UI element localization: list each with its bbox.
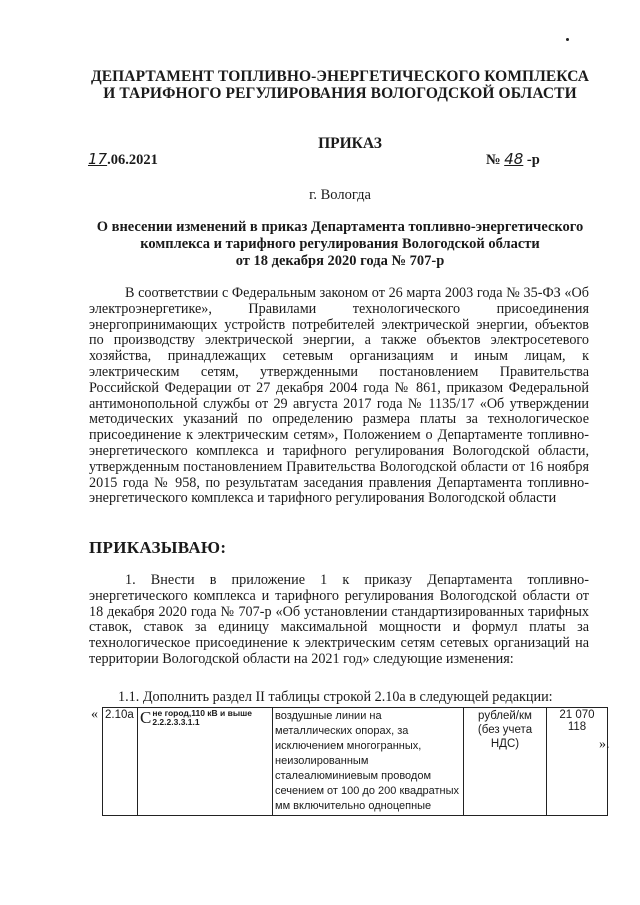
preamble-paragraph: В соответствии с Федеральным законом от 26 марта 2003 года № 35-ФЗ «Об электроэнергетике», Правилами технологического присоединения энергопринимающих устройств потребителей электрической энергии, объектов по производству электрической энергии, а также объектов электросетевого хозяйства, принадлежащих сетевым организациям и иным лицам, к электрическим сетям, утвержденными постановлением Правительства Российской Федерации от 27 декабря 2004 года № 861, приказом Федеральной антимонопольной службы от 29 августа 2017 года № 1135/17 «Об утверждении методических указаний по определению размера платы за технологическое присоединение к электрическим сетям», Положением о Департаменте топливно-энергетического комплекса и тарифного регулирования Вологодской области, утвержденным постановлением Правительства Вологодской области от 16 ноября 2015 года № 958, по результатам заседания правления Департамента топливно-энергетического комплекса и тарифного регулирования Вологодской области — [89, 285, 589, 507]
number-sign: № — [486, 152, 501, 168]
row-unit: рублей/км (без учета НДС) — [464, 708, 547, 816]
row-description: воздушные линии на металлических опорах, за исключением многогранных, неизолированным сталеалюминиевым проводом сечением от 100 до 200 квадратных мм включительно одноцепные — [273, 708, 464, 816]
title-line3: от 18 декабря 2020 года № 707-р — [235, 253, 445, 269]
rate-subscript: 2.2.2.3.3.1.1 — [152, 717, 200, 727]
order-word: ПРИКАЗЫВАЮ: — [89, 538, 227, 557]
rate-superscript: не город,110 кВ и выше — [152, 708, 252, 718]
date-day-handwritten: 17 — [88, 150, 108, 168]
table-row — [103, 708, 608, 816]
date-month-year: .06.2021 — [107, 152, 158, 168]
tariff-table — [102, 707, 608, 816]
row-code: 2.10а — [103, 708, 138, 816]
document-date — [88, 150, 158, 169]
table-close-quote: ». — [599, 737, 610, 752]
department-name-line1: ДЕПАРТАМЕНТ ТОПЛИВНО-ЭНЕРГЕТИЧЕСКОГО КОМПЛЕКСА — [90, 68, 590, 85]
number-suffix: -р — [526, 152, 540, 168]
document-number — [486, 150, 540, 169]
row-value: 21 070 118 — [547, 708, 608, 816]
table-open-quote: « — [91, 707, 98, 722]
scan-mark — [566, 38, 569, 41]
city: г. Вологда — [309, 187, 371, 203]
item-1-paragraph: 1. Внести в приложение 1 к приказу Департамента топливно-энергетического комплекса и тарифного регулирования Вологодской области от 18 декабря 2020 года № 707-р «Об установлении стандартизированных тарифных ставок, ставок за единицу максимальной мощности и формул платы за технологическое присоединение к электрическим сетям сетевых организаций на территории Вологодской области на 2021 год» следующие изменения: — [89, 572, 589, 667]
document-type: ПРИКАЗ — [318, 135, 382, 152]
number-handwritten: 48 — [504, 150, 524, 168]
document-title — [80, 219, 600, 270]
title-line1: О внесении изменений в приказ Департамента топливно-энергетического — [96, 219, 584, 235]
item-1-1-paragraph: 1.1. Дополнить раздел II таблицы строкой 2.10а в следующей редакции: — [118, 689, 553, 705]
rate-symbol: С — [140, 708, 152, 727]
title-line2: комплекса и тарифного регулирования Вологодской области — [140, 236, 540, 252]
row-rate-name — [138, 708, 273, 816]
department-name-line2: И ТАРИФНОГО РЕГУЛИРОВАНИЯ ВОЛОГОДСКОЙ ОБЛАСТИ — [103, 85, 577, 102]
